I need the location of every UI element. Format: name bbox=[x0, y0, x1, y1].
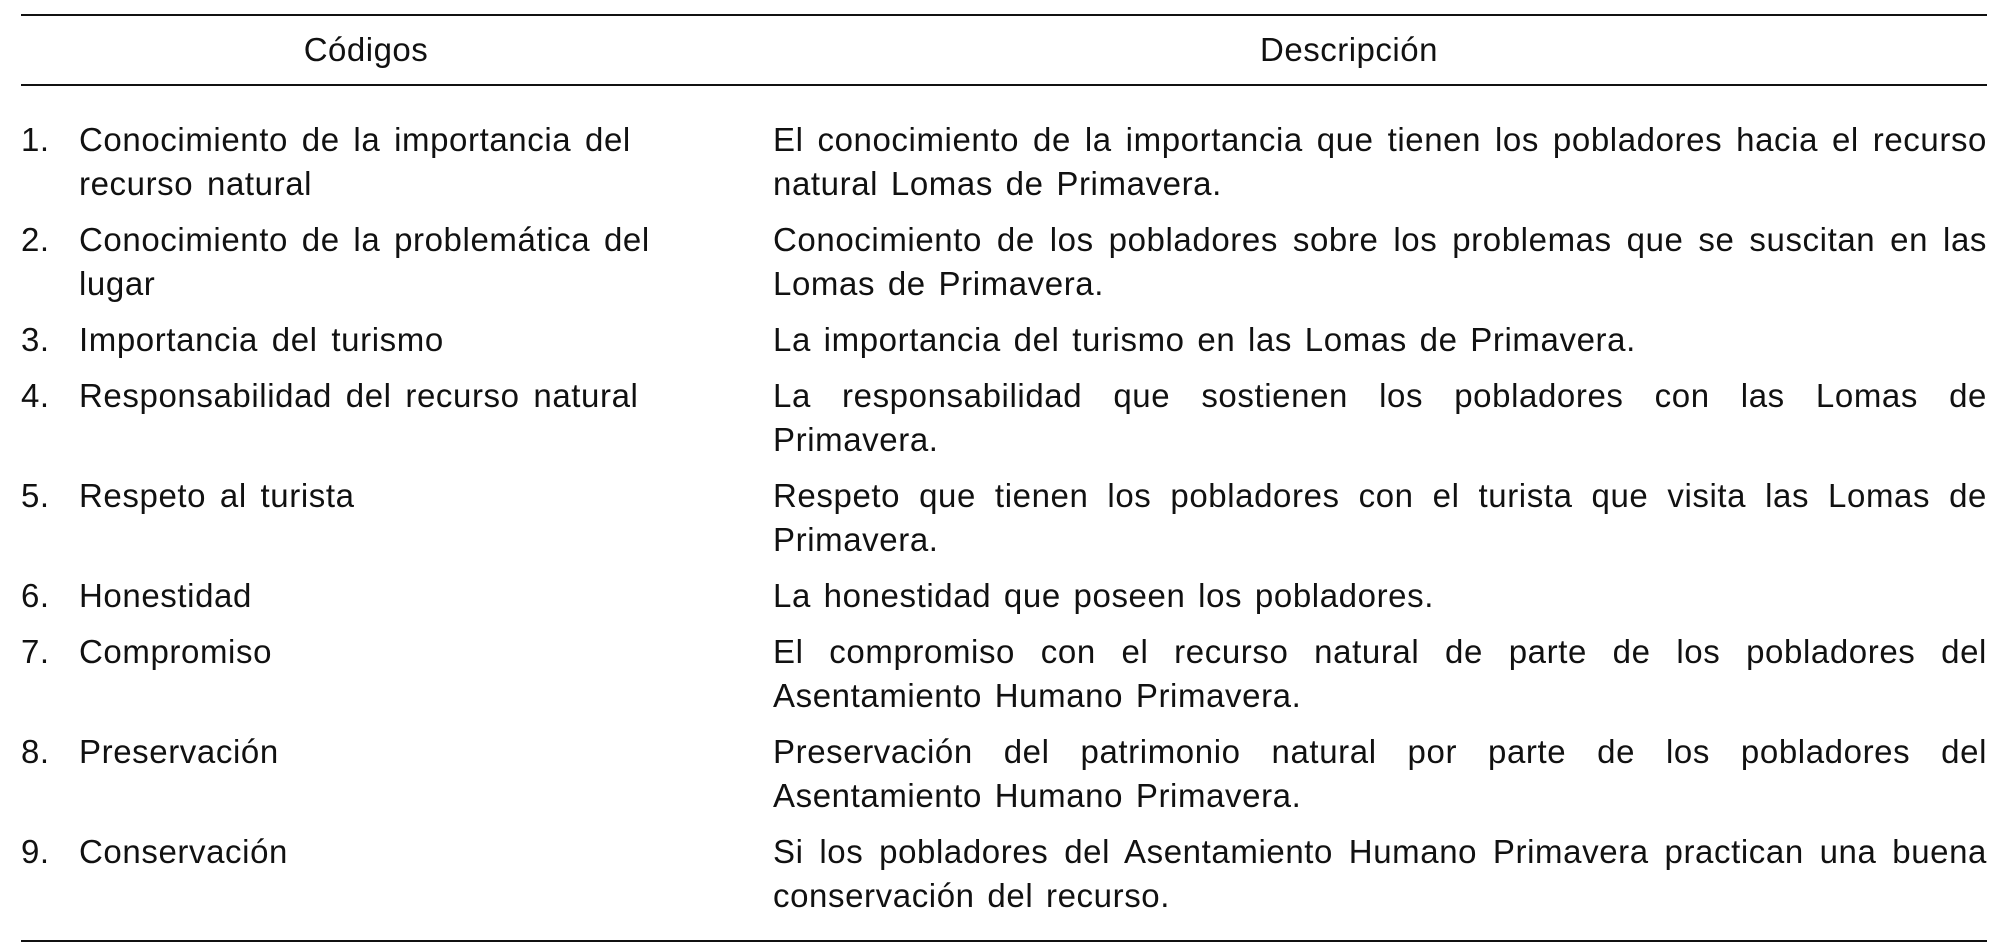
header-description: Descripción bbox=[1260, 31, 1438, 68]
description-cell: El conocimiento de la importancia que tienen los pobladores hacia el recurso natural Lomas de Primavera. bbox=[773, 121, 1987, 202]
code-cell bbox=[21, 830, 773, 874]
row-number: 6. bbox=[21, 577, 50, 614]
row-number: 9. bbox=[21, 833, 50, 870]
row-number: 1. bbox=[21, 121, 50, 158]
code-cell bbox=[21, 318, 773, 362]
description-cell: Si los pobladores del Asentamiento Humano Primavera practican una buena conservación del recurso. bbox=[773, 833, 1987, 914]
row-number: 7. bbox=[21, 633, 50, 670]
table-row bbox=[21, 574, 1987, 618]
code-cell bbox=[21, 574, 773, 618]
code-label: Conocimiento de la importancia del recurso natural bbox=[79, 121, 631, 202]
header-codes: Códigos bbox=[303, 31, 429, 68]
code-cell bbox=[21, 118, 773, 206]
description-cell: La importancia del turismo en las Lomas de Primavera. bbox=[773, 321, 1636, 358]
row-number: 2. bbox=[21, 221, 50, 258]
table-row bbox=[21, 318, 1987, 362]
code-cell bbox=[21, 474, 773, 518]
table-row bbox=[21, 630, 1987, 718]
code-label: Preservación bbox=[79, 733, 279, 770]
table-row bbox=[21, 118, 1987, 206]
code-label: Conocimiento de la problemática del lugar bbox=[79, 221, 650, 302]
code-label: Conservación bbox=[79, 833, 288, 870]
table-row bbox=[21, 730, 1987, 818]
code-cell bbox=[21, 218, 773, 306]
code-label: Responsabilidad del recurso natural bbox=[79, 377, 639, 414]
codes-table bbox=[21, 14, 1987, 942]
code-cell bbox=[21, 630, 773, 674]
table-row bbox=[21, 474, 1987, 562]
table-row bbox=[21, 374, 1987, 462]
description-cell: Conocimiento de los pobladores sobre los problemas que se suscitan en las Lomas de Primavera. bbox=[773, 221, 1987, 302]
code-label: Importancia del turismo bbox=[79, 321, 444, 358]
table-header bbox=[21, 16, 1987, 84]
code-label: Compromiso bbox=[79, 633, 273, 670]
table-row bbox=[21, 218, 1987, 306]
row-number: 3. bbox=[21, 321, 50, 358]
description-cell: La responsabilidad que sostienen los pobladores con las Lomas de Primavera. bbox=[773, 377, 1987, 458]
table-body bbox=[21, 86, 1987, 940]
description-cell: La honestidad que poseen los pobladores. bbox=[773, 577, 1434, 614]
row-number: 5. bbox=[21, 477, 50, 514]
description-cell: Preservación del patrimonio natural por parte de los pobladores del Asentamiento Humano Primavera. bbox=[773, 733, 1987, 814]
bottom-rule bbox=[21, 940, 1987, 942]
description-cell: El compromiso con el recurso natural de parte de los pobladores del Asentamiento Humano Primavera. bbox=[773, 633, 1987, 714]
code-label: Honestidad bbox=[79, 577, 252, 614]
row-number: 4. bbox=[21, 377, 50, 414]
row-number: 8. bbox=[21, 733, 50, 770]
description-cell: Respeto que tienen los pobladores con el turista que visita las Lomas de Primavera. bbox=[773, 477, 1987, 558]
table-row bbox=[21, 830, 1987, 918]
code-cell bbox=[21, 374, 773, 418]
code-cell bbox=[21, 730, 773, 774]
code-label: Respeto al turista bbox=[79, 477, 355, 514]
